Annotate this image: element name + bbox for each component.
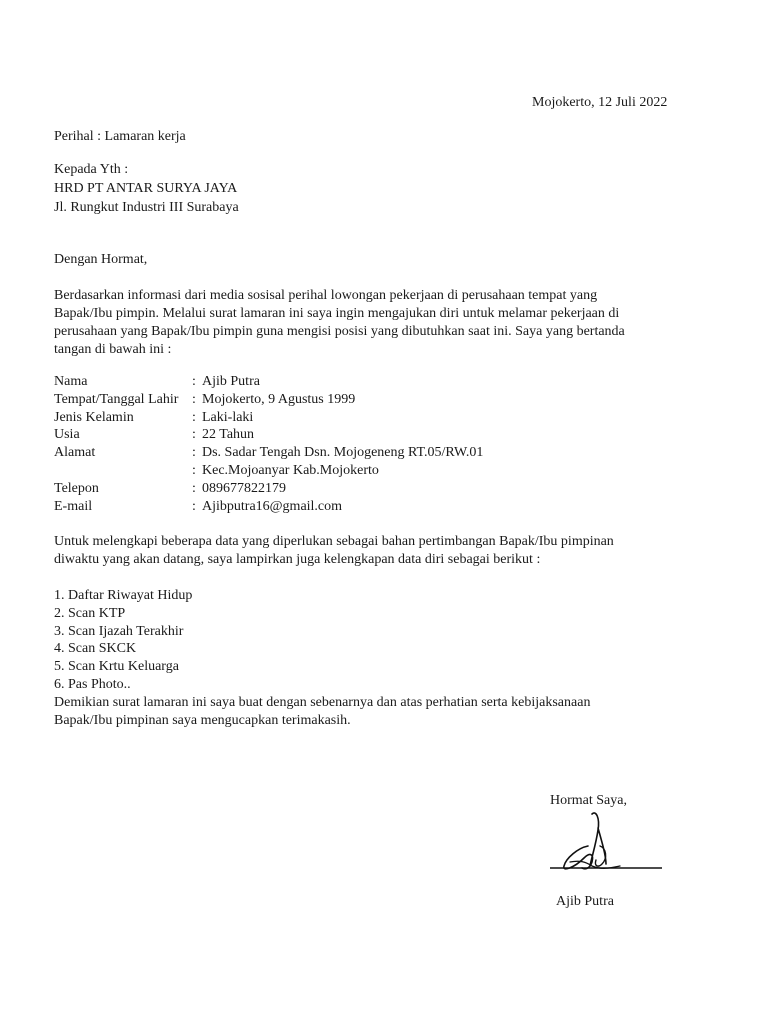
field-row-address-2 <box>54 462 483 480</box>
intro-line: perusahaan yang Bapak/Ibu pimpin guna mengisi posisi yang dibutuhkan saat ini. Saya yang bertanda <box>54 324 625 339</box>
field-row-nama <box>54 373 483 391</box>
list-item: 3. Scan Ijazah Terakhir <box>54 623 184 639</box>
field-value: Laki-laki <box>202 409 254 425</box>
field-value: Kec.Mojoanyar Kab.Mojokerto <box>202 462 379 478</box>
closing-line: Demikian surat lamaran ini saya buat dengan sebenarnya dan atas perhatian serta kebijaksanaan <box>54 695 591 710</box>
recipient-company: HRD PT ANTAR SURYA JAYA <box>54 181 238 196</box>
field-value: Ajibputra16@gmail.com <box>202 498 343 514</box>
letter-date: Mojokerto, 12 Juli 2022 <box>532 95 668 110</box>
subject-line: Perihal : Lamaran kerja <box>54 129 186 144</box>
field-label: Nama <box>54 374 88 389</box>
closing-line: Bapak/Ibu pimpinan saya mengucapkan terimakasih. <box>54 713 351 728</box>
applicant-details <box>54 373 483 515</box>
recipient-block <box>54 161 239 218</box>
recipient-address: Jl. Rungkut Industri III Surabaya <box>54 200 239 215</box>
attach-line: diwaktu yang akan datang, saya lampirkan juga kelengkapan data diri sebagai berikut : <box>54 552 541 567</box>
intro-paragraph <box>54 287 684 359</box>
field-value: 22 Tahun <box>202 427 255 443</box>
field-colon: : <box>192 427 196 443</box>
field-colon: : <box>192 498 196 514</box>
list-item: 2. Scan KTP <box>54 605 126 621</box>
closing-regards: Hormat Saya, <box>550 793 627 808</box>
field-value: 089677822179 <box>202 480 286 496</box>
field-label: Jenis Kelamin <box>54 409 134 425</box>
signer-name: Ajib Putra <box>556 894 614 909</box>
field-value: Ds. Sadar Tengah Dsn. Mojogeneng RT.05/RW.01 <box>202 445 484 461</box>
field-value: Mojokerto, 9 Agustus 1999 <box>202 391 356 407</box>
list-item: 6. Pas Photo.. <box>54 676 131 692</box>
field-row-age <box>54 426 483 444</box>
list-item: 5. Scan Krtu Keluarga <box>54 659 179 675</box>
attach-line: Untuk melengkapi beberapa data yang diperlukan sebagai bahan pertimbangan Bapak/Ibu pimpinan <box>54 534 614 549</box>
field-colon: : <box>192 480 196 496</box>
signature-image <box>540 808 670 878</box>
field-label <box>54 462 192 480</box>
closing-paragraph <box>54 694 684 730</box>
greeting: Dengan Hormat, <box>54 252 148 267</box>
attachment-list <box>54 587 192 694</box>
field-row-email <box>54 498 483 516</box>
field-label: E-mail <box>54 498 93 514</box>
field-label: Usia <box>54 427 80 443</box>
field-label: Tempat/Tanggal Lahir <box>54 391 179 407</box>
intro-line: Berdasarkan informasi dari media sosisal perihal lowongan pekerjaan di perusahaan tempat yang <box>54 288 598 303</box>
field-row-phone <box>54 480 483 498</box>
field-row-gender <box>54 409 483 427</box>
field-row-ttl <box>54 391 483 409</box>
list-item: 4. Scan SKCK <box>54 641 137 657</box>
field-label: Alamat <box>54 445 96 461</box>
field-colon: : <box>192 462 196 478</box>
intro-line: Bapak/Ibu pimpin. Melalui surat lamaran ini saya ingin mengajukan diri untuk melamar pekerjaan di <box>54 306 620 321</box>
field-colon: : <box>192 409 196 425</box>
field-value: Ajib Putra <box>202 374 260 389</box>
field-colon: : <box>192 445 196 461</box>
recipient-to: Kepada Yth : <box>54 162 129 177</box>
attachment-paragraph <box>54 533 684 569</box>
field-colon: : <box>192 391 196 407</box>
field-colon: : <box>192 374 196 389</box>
field-row-address <box>54 444 483 462</box>
intro-line: tangan di bawah ini : <box>54 342 172 357</box>
field-label: Telepon <box>54 480 99 496</box>
list-item: 1. Daftar Riwayat Hidup <box>54 588 193 603</box>
